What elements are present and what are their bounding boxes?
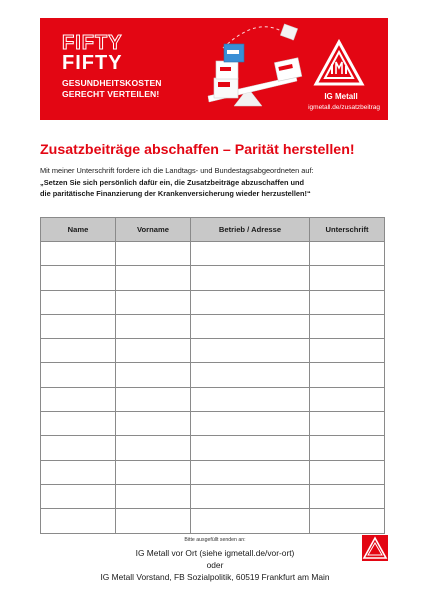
table-row — [41, 412, 385, 436]
footer-ig-metall-logo-icon — [362, 535, 388, 561]
vorname-cell[interactable] — [116, 266, 191, 290]
unterschrift-cell[interactable] — [310, 314, 385, 338]
page-title: Zusatzbeiträge abschaffen – Parität herstellen! — [40, 142, 355, 158]
demand-line-1: „Setzen Sie sich persönlich dafür ein, die Zusatzbeiträge abzuschaffen und — [40, 178, 305, 187]
name-cell[interactable] — [41, 363, 116, 387]
vorname-cell[interactable] — [116, 363, 191, 387]
unterschrift-cell[interactable] — [310, 436, 385, 460]
vorname-cell[interactable] — [116, 460, 191, 484]
intro-text: Mit meiner Unterschrift fordere ich die Landtags- und Bundestagsabgeordneten auf: — [40, 166, 314, 175]
name-cell[interactable] — [41, 509, 116, 533]
org-name: IG Metall — [324, 92, 358, 101]
unterschrift-cell[interactable] — [310, 363, 385, 387]
name-cell[interactable] — [41, 484, 116, 508]
demand-text — [40, 178, 390, 199]
campaign-url: igmetall.de/zusatzbeitrag — [308, 104, 380, 111]
fifty-solid-text: FIFTY — [62, 52, 123, 74]
unterschrift-cell[interactable] — [310, 509, 385, 533]
vorname-cell[interactable] — [116, 339, 191, 363]
address-local: IG Metall vor Ort (siehe igmetall.de/vor-ort) — [135, 548, 295, 558]
vorname-cell[interactable] — [116, 290, 191, 314]
unterschrift-cell[interactable] — [310, 484, 385, 508]
fifty-outline-text: FIFTY — [62, 32, 123, 54]
address-headquarters: IG Metall Vorstand, FB Sozialpolitik, 60519 Frankfurt am Main — [100, 572, 330, 582]
unterschrift-cell[interactable] — [310, 242, 385, 266]
vorname-cell[interactable] — [116, 387, 191, 411]
betrieb-adresse-cell[interactable] — [191, 339, 310, 363]
table-row — [41, 509, 385, 533]
betrieb-adresse-cell[interactable] — [191, 266, 310, 290]
unterschrift-cell[interactable] — [310, 412, 385, 436]
demand-line-2: die paritätische Finanzierung der Krankenversicherung wieder herzustellen!“ — [40, 188, 311, 198]
signature-table — [40, 217, 385, 534]
unterschrift-cell[interactable] — [310, 266, 385, 290]
vorname-cell[interactable] — [116, 314, 191, 338]
column-header-name: Name — [41, 218, 116, 242]
campaign-banner — [40, 18, 388, 120]
betrieb-adresse-cell[interactable] — [191, 484, 310, 508]
table-row — [41, 460, 385, 484]
name-cell[interactable] — [41, 412, 116, 436]
column-header-unterschrift: Unterschrift — [310, 218, 385, 242]
betrieb-adresse-cell[interactable] — [191, 412, 310, 436]
betrieb-adresse-cell[interactable] — [191, 242, 310, 266]
name-cell[interactable] — [41, 436, 116, 460]
betrieb-adresse-cell[interactable] — [191, 314, 310, 338]
table-row — [41, 387, 385, 411]
vorname-cell[interactable] — [116, 436, 191, 460]
table-row — [41, 242, 385, 266]
column-header-vorname: Vorname — [116, 218, 191, 242]
unterschrift-cell[interactable] — [310, 290, 385, 314]
table-row — [41, 484, 385, 508]
name-cell[interactable] — [41, 460, 116, 484]
table-header-row — [41, 218, 385, 242]
betrieb-adresse-cell[interactable] — [191, 509, 310, 533]
send-instruction: Bitte ausgefüllt senden an: — [184, 537, 246, 543]
name-cell[interactable] — [41, 339, 116, 363]
ig-metall-logo-icon — [312, 38, 366, 90]
table-row — [41, 314, 385, 338]
betrieb-adresse-cell[interactable] — [191, 387, 310, 411]
betrieb-adresse-cell[interactable] — [191, 436, 310, 460]
table-row — [41, 266, 385, 290]
name-cell[interactable] — [41, 387, 116, 411]
betrieb-adresse-cell[interactable] — [191, 460, 310, 484]
unterschrift-cell[interactable] — [310, 339, 385, 363]
slogan-line-1: GESUNDHEITSKOSTEN — [62, 78, 162, 88]
column-header-betrieb-adresse: Betrieb / Adresse — [191, 218, 310, 242]
table-row — [41, 290, 385, 314]
betrieb-adresse-cell[interactable] — [191, 363, 310, 387]
vorname-cell[interactable] — [116, 412, 191, 436]
table-row — [41, 436, 385, 460]
address-or: oder — [206, 560, 224, 570]
unterschrift-cell[interactable] — [310, 387, 385, 411]
unterschrift-cell[interactable] — [310, 460, 385, 484]
table-row — [41, 363, 385, 387]
table-row — [41, 339, 385, 363]
name-cell[interactable] — [41, 314, 116, 338]
vorname-cell[interactable] — [116, 242, 191, 266]
name-cell[interactable] — [41, 266, 116, 290]
name-cell[interactable] — [41, 290, 116, 314]
vorname-cell[interactable] — [116, 484, 191, 508]
slogan-line-2: GERECHT VERTEILEN! — [62, 88, 160, 99]
betrieb-adresse-cell[interactable] — [191, 290, 310, 314]
signature-rows — [41, 242, 385, 534]
vorname-cell[interactable] — [116, 509, 191, 533]
name-cell[interactable] — [41, 242, 116, 266]
